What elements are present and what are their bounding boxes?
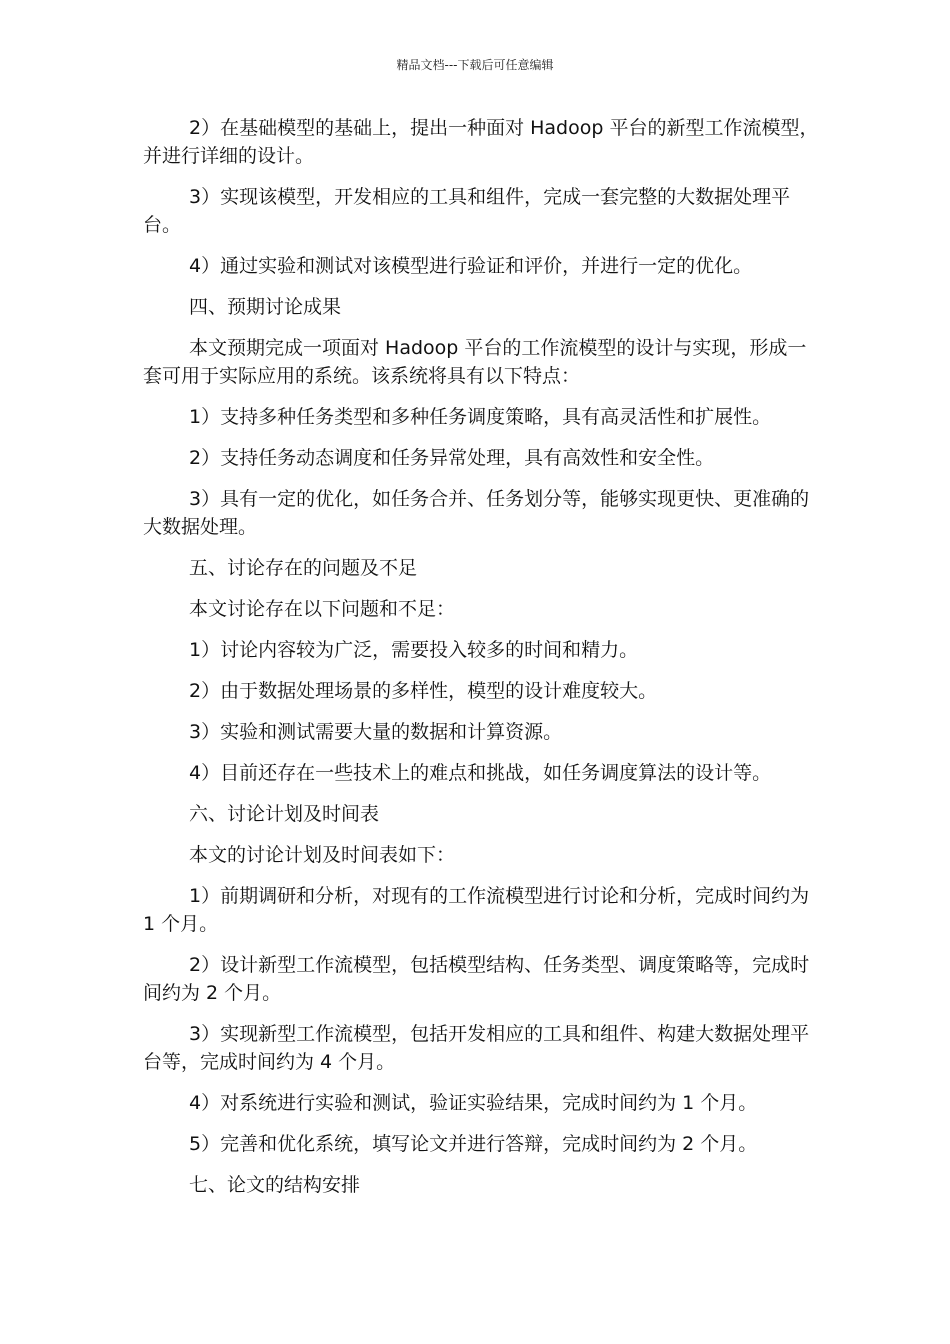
paragraph-problem-2: 2）由于数据处理场景的多样性，模型的设计难度较大。 <box>189 680 658 702</box>
paragraph-problem-1: 1）讨论内容较为广泛，需要投入较多的时间和精力。 <box>189 639 639 661</box>
paragraph-item-4-evaluate: 4）通过实验和测试对该模型进行验证和评价，并进行一定的优化。 <box>189 255 753 277</box>
page-header: 精品文档---下载后可任意编辑 <box>396 58 554 72</box>
paragraph-feature-2: 2）支持任务动态调度和任务异常处理，具有高效性和安全性。 <box>189 447 715 469</box>
section-heading-structure: 七、论文的结构安排 <box>189 1174 361 1196</box>
paragraph-feature-3: 3）具有一定的优化，如任务合并、任务划分等，能够实现更快、更准确的大数据处理。 <box>143 488 810 538</box>
paragraph-schedule-1: 1）前期调研和分析，对现有的工作流模型进行讨论和分析，完成时间约为 1 个月。 <box>143 885 810 935</box>
section-heading-schedule: 六、讨论计划及时间表 <box>189 803 380 825</box>
paragraph-item-3-implement: 3）实现该模型，开发相应的工具和组件，完成一套完整的大数据处理平台。 <box>143 186 791 236</box>
paragraph-schedule-2: 2）设计新型工作流模型，包括模型结构、任务类型、调度策略等，完成时间约为 2 个月。 <box>143 954 810 1004</box>
paragraph-problem-3: 3）实验和测试需要大量的数据和计算资源。 <box>189 721 563 743</box>
paragraph-expected-intro: 本文预期完成一项面对 Hadoop 平台的工作流模型的设计与实现，形成一套可用于实际应用的系统。该系统将具有以下特点： <box>143 337 807 387</box>
paragraph-item-2-design: 2）在基础模型的基础上，提出一种面对 Hadoop 平台的新型工作流模型，并进行详细的设计。 <box>143 117 819 167</box>
document-body <box>143 114 823 1212</box>
paragraph-schedule-intro: 本文的讨论计划及时间表如下： <box>189 844 456 866</box>
paragraph-schedule-3: 3）实现新型工作流模型，包括开发相应的工具和组件、构建大数据处理平台等，完成时间约为 4 个月。 <box>143 1023 810 1073</box>
paragraph-problems-intro: 本文讨论存在以下问题和不足： <box>189 598 456 620</box>
section-heading-expected-results: 四、预期讨论成果 <box>189 296 342 318</box>
paragraph-schedule-5: 5）完善和优化系统，填写论文并进行答辩，完成时间约为 2 个月。 <box>189 1133 758 1155</box>
paragraph-schedule-4: 4）对系统进行实验和测试，验证实验结果，完成时间约为 1 个月。 <box>189 1092 758 1114</box>
section-heading-problems: 五、讨论存在的问题及不足 <box>189 557 418 579</box>
paragraph-feature-1: 1）支持多种任务类型和多种任务调度策略，具有高灵活性和扩展性。 <box>189 406 772 428</box>
paragraph-problem-4: 4）目前还存在一些技术上的难点和挑战，如任务调度算法的设计等。 <box>189 762 772 784</box>
